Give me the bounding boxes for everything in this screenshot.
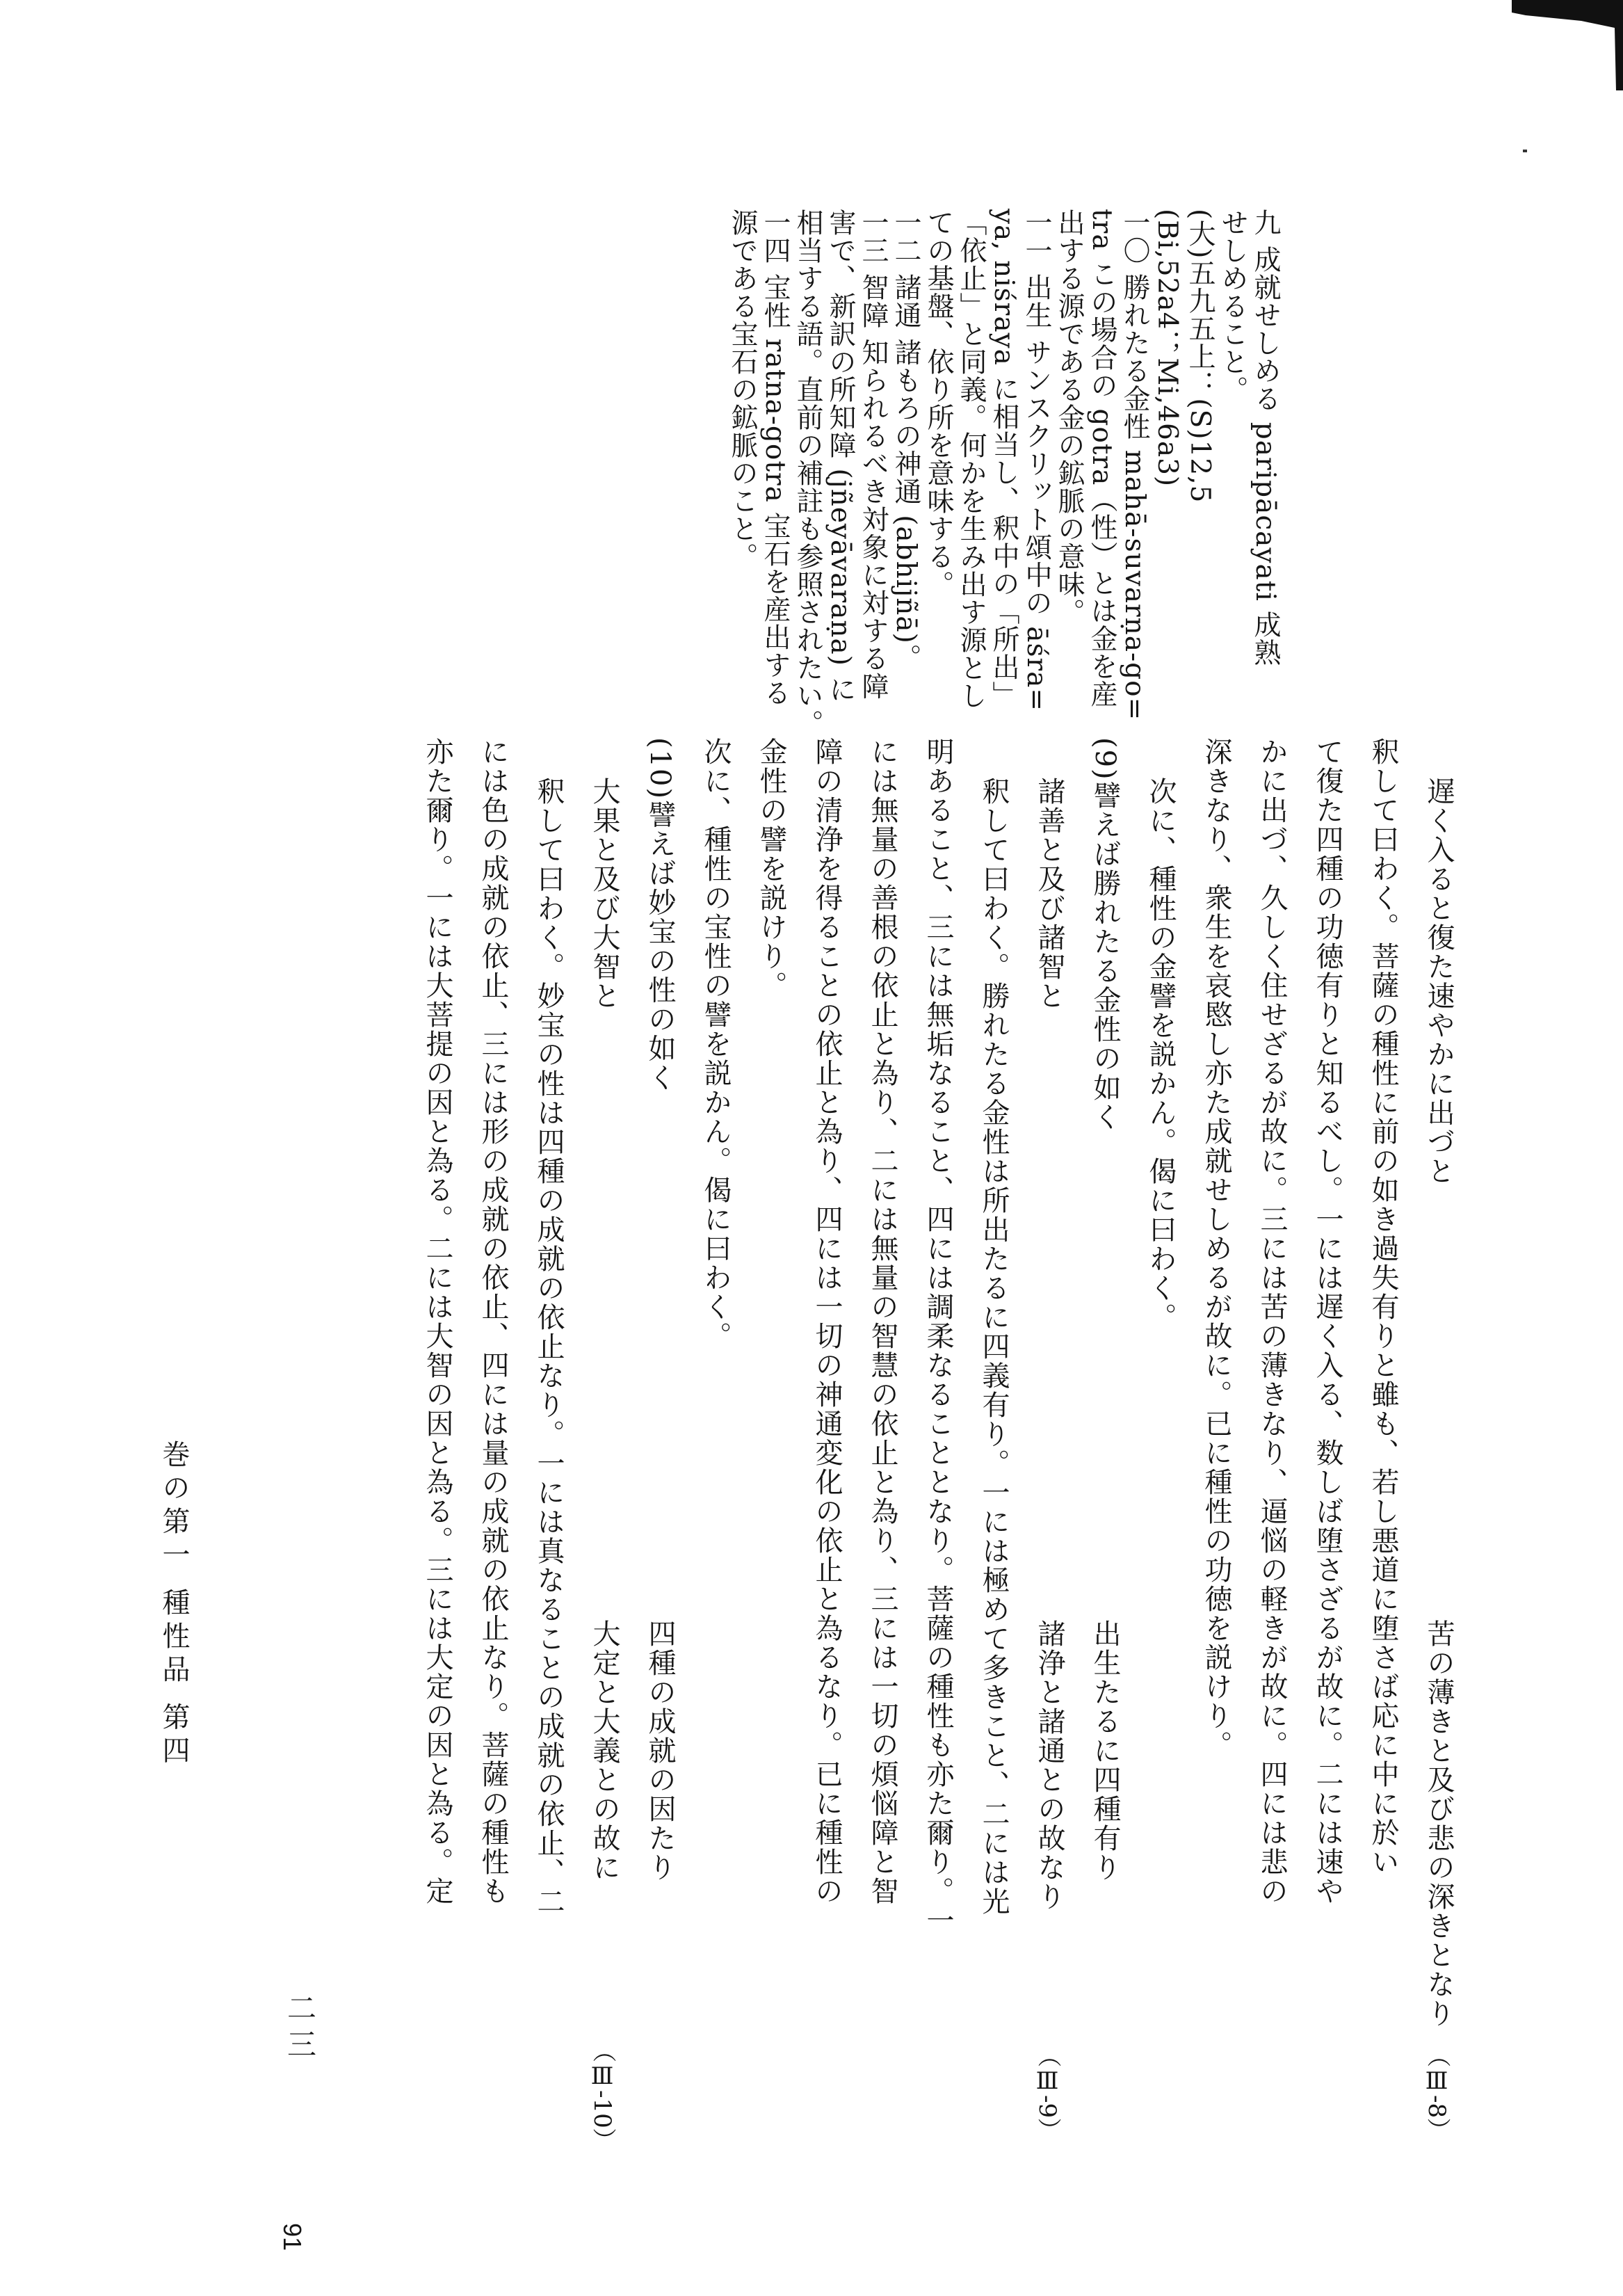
footnote-line: 一三 智障 知られるべき対象に対する障 xyxy=(857,209,889,700)
footnote-line: 出する源である金の鉱脈の意味。 xyxy=(1053,209,1085,626)
text-column: 次に、種性の金譬を説かん。偈に曰わく。 xyxy=(1145,777,1177,1333)
text-column: 諸浄と諸通との故なり xyxy=(1033,1619,1065,1911)
footnote-line: 「依止」と同義。何かを生み出す源とし xyxy=(955,209,987,709)
text-column: 釈して曰わく。妙宝の性は四種の成就の依止なり。一には真なることの成就の依止、二 xyxy=(533,777,565,1917)
text-column: （Ⅲ-10） xyxy=(588,2039,616,2153)
text-column: （Ⅲ-9） xyxy=(1033,2044,1061,2142)
text-column: 障の清浄を得ることの依止と為り、四には一切の神通変化の依止と為るなり。已に種性の xyxy=(811,737,843,1906)
footnote-line: tra この場合の gotra（性）とは金を産 xyxy=(1086,209,1117,709)
page-number: 91 xyxy=(278,2222,307,2251)
text-column: 遅く入ると復た速やかに出づと xyxy=(1423,777,1455,1187)
text-column: 釈して曰わく。菩薩の種性に前の如き過失有りと雖も、若し悪道に堕さば応に中に於い xyxy=(1367,737,1399,1877)
running-head: 巻の第一 種性品 第四 xyxy=(158,1440,190,1769)
page-number-kanji: 二三 xyxy=(283,1993,317,2065)
text-column: 次に、種性の宝性の譬を説かん。偈に曰わく。 xyxy=(700,737,732,1351)
text-column: 苦の薄きと及び悲の深きとなり xyxy=(1423,1619,1455,2028)
text-column: 大果と及び大智と xyxy=(588,777,620,1011)
text-column: (10)譬えば妙宝の性の如く xyxy=(644,737,676,1093)
text-column: 金性の譬を説けり。 xyxy=(755,737,787,1000)
text-column: には無量の善根の依止と為り、二には無量の智慧の依止と為り、三には一切の煩悩障と智 xyxy=(866,737,898,1906)
footnote-line: 一一 出生 サンスクリット頌中の āśra= xyxy=(1021,209,1052,712)
footnote-line: 相当する語。直前の補註も参照されたい。 xyxy=(792,209,823,737)
text-column: （Ⅲ-8） xyxy=(1423,2044,1451,2142)
text-column: 大定と大義との故に xyxy=(588,1619,620,1882)
footnote-line: 源である宝石の鉱脈のこと。 xyxy=(727,209,758,570)
text-column: かに出づ、久しく住せざるが故に。三には苦の薄きなり、逼悩の軽きが故に。四には悲の xyxy=(1256,737,1288,1906)
footnote-line: 一四 宝性 ratna-gotra 宝石を産出する xyxy=(759,209,791,707)
footnote-line: せしめること。 xyxy=(1217,209,1248,403)
text-column: 四種の成就の因たり xyxy=(644,1619,676,1882)
speck xyxy=(1523,150,1527,152)
text-column: 釈して曰わく。勝れたる金性は所出たるに四義有り。一には極めて多きこと、二には光 xyxy=(978,777,1010,1917)
text-column: て復た四種の功徳有りと知るべし。一には遅く入る、数しば堕さざるが故に。二には速や xyxy=(1311,737,1343,1906)
footnote-line: ての基盤、依り所を意味する。 xyxy=(923,209,954,598)
footnote-line: (Bi,52a4；Mi,46a3) xyxy=(1152,209,1183,488)
text-column: には色の成就の依止、三には形の成就の依止、四には量の成就の依止なり。菩薩の種性も xyxy=(477,737,509,1906)
text-column: 出生たるに四種有り xyxy=(1089,1619,1121,1882)
footnote-line: ya, niśraya に相当し、釈中の「所出」 xyxy=(988,209,1019,709)
footnote-line: 害で、新訳の所知障 (jñeyāvaraṇa) に xyxy=(825,209,856,704)
footnote-line: (大)五九五上：(S)12,5 xyxy=(1184,209,1216,504)
footnote-line: 一二 諸通 諸もろの神通 (abhijñā)。 xyxy=(890,209,921,672)
footnote-line: 一〇 勝れたる金性 mahā-suvarṇa-go= xyxy=(1119,209,1150,721)
footnote-line: 九 成就せしめる paripācayati 成熟 xyxy=(1250,209,1281,667)
page-edge-tab-mark xyxy=(1512,0,1623,90)
text-column: 明あること、三には無垢なること、四には調柔なることとなり。菩薩の種性も亦た爾り。一 xyxy=(922,737,954,1935)
text-column: (9)譬えば勝れたる金性の如く xyxy=(1089,737,1121,1132)
text-column: 亦た爾り。一には大菩提の因と為る。二には大智の因と為る。三には大定の因と為る。定 xyxy=(421,737,453,1906)
text-column: 諸善と及び諸智と xyxy=(1033,777,1065,1011)
text-column: 深きなり、衆生を哀愍し亦た成就せしめるが故に。已に種性の功徳を説けり。 xyxy=(1200,737,1232,1760)
